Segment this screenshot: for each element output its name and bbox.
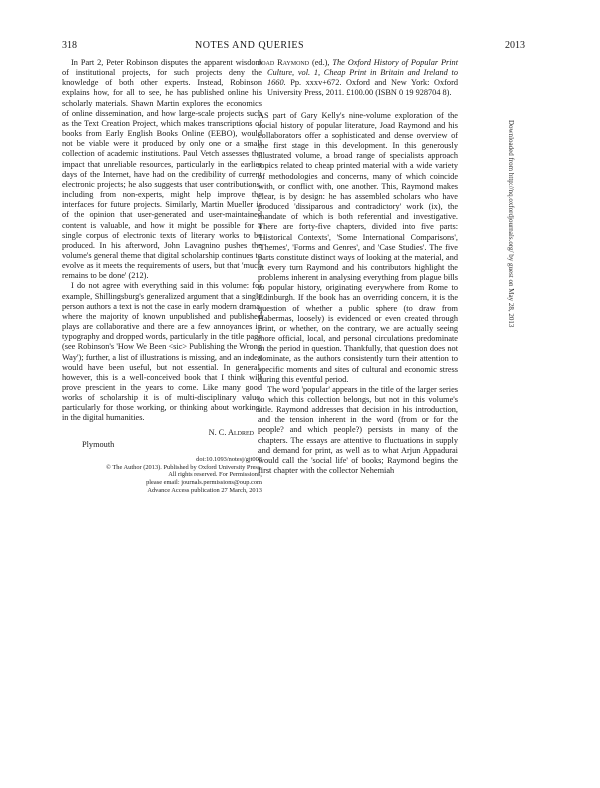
review-editor-note: (ed.), (311, 58, 333, 67)
rights-line: All rights reserved. For Permissions, (168, 471, 262, 479)
copyright-line: © The Author (2013). Published by Oxford University Press. (106, 463, 262, 471)
download-watermark: Downloaded from http://nq.oxfordjournals.org/ by guest on May 28, 2013 (507, 120, 515, 328)
reviewer-signature: N. C. Aldred (208, 427, 254, 437)
review-citation (258, 58, 458, 99)
review-pub-details: Pp. xxxv+672. Oxford and New York: Oxford University Press, 2011. £100.00 (ISBN 0 19 928704 8). (267, 78, 458, 98)
permissions-line: please email: journals.permissions@oup.com (146, 479, 262, 487)
review-book-title: The Oxford History of Popular Print Culture, vol. 1, Cheap Print in Britain and Ireland to 1660. (267, 58, 458, 88)
right-paragraph-1: AS part of Gary Kelly's nine-volume exploration of the social history of popular literature, Joad Raymond and his collaborators offer a sophisticated and dense overview of the first stage in this development. In this generously illustrated volume, a broad range of specialists approach topics related to cheap printed material with a wide variety of methodologies and concerns, many of which coincide with, or conflict with, one another. This, Raymond makes clear, is by design: he has assembled scholars who have produced 'dissiparous and contradictory' work (ix), the mandate of which is both referential and investigative. There are forty-five chapters, divided into five parts: 'Historical Contexts', 'Some International Comparisons', 'Themes', 'Forms and Genres', and 'Case Studies'. The five parts constitute distinct ways of looking at the material, and at every turn Raymond and his contributors highlight the problems inherent in analysing everything from plague bills to popular history, originating everywhere from Rome to Edinburgh. If the book has an overriding concern, it is the question of whether a public sphere (to draw from Habermas, loosely) is evidenced or even created through print, or whether, on the contrary, we are actually seeing more official, local, and personal circulations predominate in the period in question. Thankfully, that question does not dominate, as the authors consistently turn their attention to specific moments and sites of cultural and economic stress during this eventful period. (258, 110, 458, 384)
right-paragraph-2: The word 'popular' appears in the title of the larger series to which this collection belongs, but not in this volume's title. Raymond addresses that decision in his introduction, and the tension inherent in the word (from or for the people? and which people?) persists in many of the chapters. The essays are attentive to fluctuations in supply and demand for print, as well as to what Arjun Appadurai would call the 'social life' of books; Raymond begins the first chapter with the collector Nehemiah (258, 384, 458, 476)
right-column (258, 58, 458, 476)
advance-access-line: Advance Access publication 27 March, 2013 (147, 486, 262, 494)
running-header (0, 40, 600, 54)
reviewer-place: Plymouth (82, 439, 115, 449)
left-paragraph-2: I do not agree with everything said in this volume: for example, Shillingsburg's generalized argument that a single person authors a text is not the case in early modern drama, where the majority of known unpublished and published plays are collaborative and there are a few annoyances in typography and dropped words, particularly in the title page (see Robinson's 'How We Been <sic> Publishing the Wrong Way'); further, a list of illustrations is missing, and an index would have been useful, but not essential. In general, however, this is a well-conceived book that I think will prove prescient in the years to come. Like many good works of scholarship it is of multi-disciplinary value, particularly for those working, or thinking about working, in the digital humanities. (62, 281, 262, 423)
journal-year: 2013 (505, 40, 525, 51)
left-paragraph-1: In Part 2, Peter Robinson disputes the apparent wisdom of institutional projects, for such projects deny the knowledge of both other experts. Instead, Robinson explains how, for all to see, he has published online his scholarly materials. Shawn Martin explores the economics of online dissemination, and how large-scale projects such as the Text Creation Project, which makes transcriptions of books from Early English Books Online (EEBO), would not be viable were it produced by only one or a small collection of academic institutions. Paul Vetch assesses the impact that unreliable resources, particularly in the earlier days of the Internet, have had on the credibility of current electronic projects; he also suggests that user contributions, including from non-experts, might help improve the interfaces for future projects. Similarly, Martin Mueller is of the opinion that user-generated and user-maintained content is valuable, and how it might be possible for a single corpus of electronic texts of literary works to be produced. In his afterword, John Lavagnino pushes the volume's general theme that digital scholarship continues to evolve as it meets the requirements of users, but that 'much remains to be done' (212). (62, 58, 262, 281)
journal-title: NOTES AND QUERIES (195, 40, 305, 51)
page-number: 318 (62, 40, 77, 51)
review-author: Joad Raymond (258, 58, 310, 67)
left-column (62, 58, 262, 494)
doi: doi:10.1093/notesj/gjt008 (196, 455, 262, 463)
publication-meta (62, 456, 262, 495)
